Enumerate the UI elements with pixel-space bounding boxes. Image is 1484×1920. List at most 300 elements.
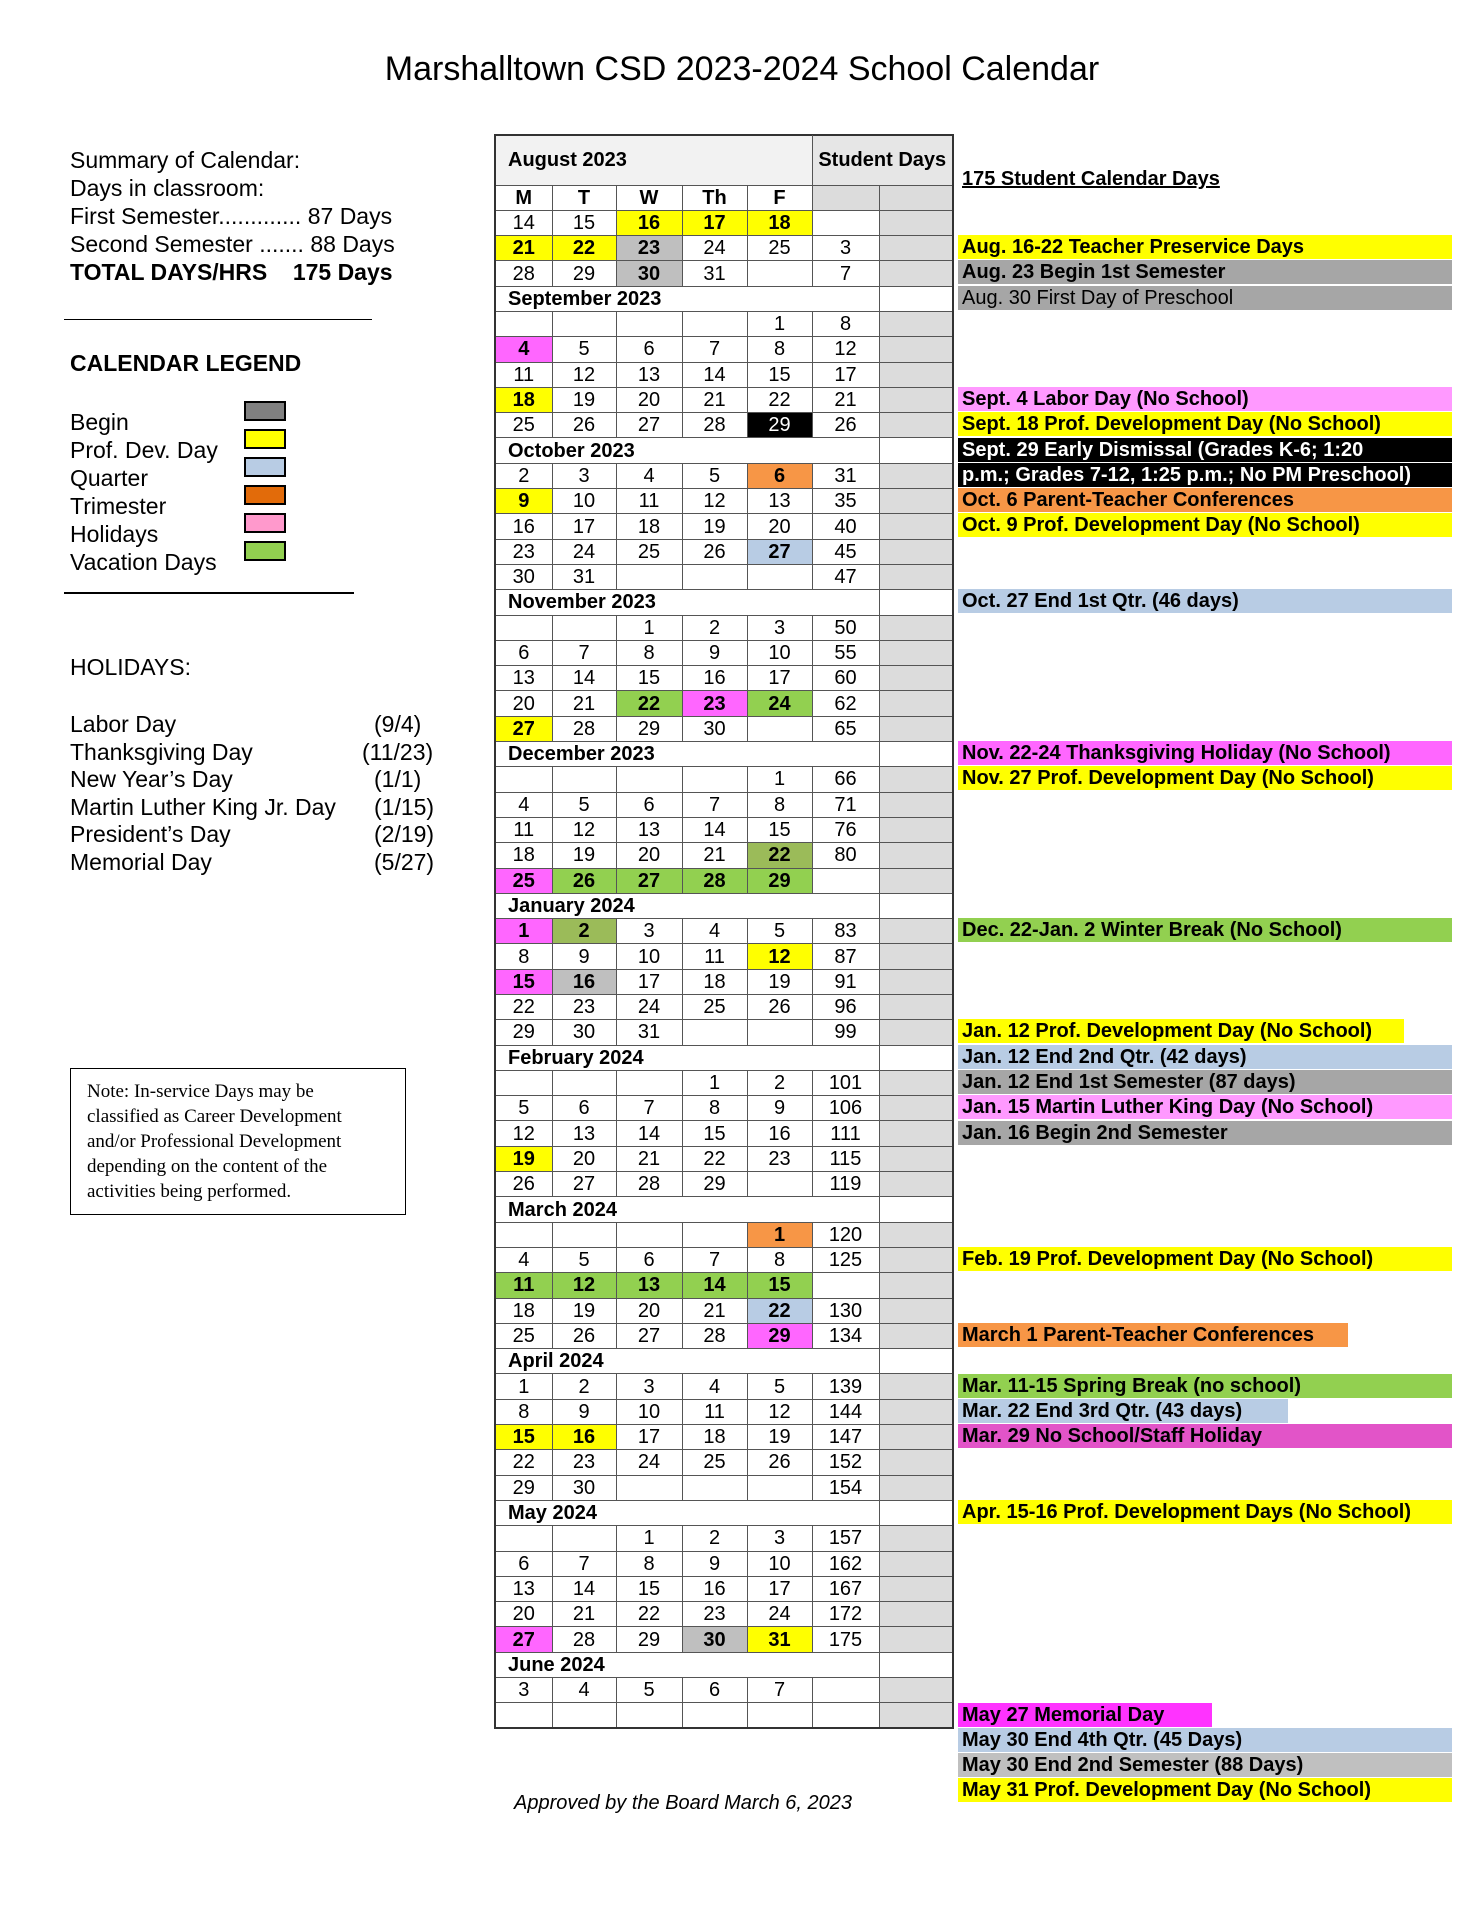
calendar-day-cell: 8: [495, 1399, 552, 1424]
legend-label: Prof. Dev. Day: [70, 437, 218, 463]
student-days-spacer: [812, 185, 879, 210]
calendar-day-cell: 12: [552, 362, 616, 387]
student-days-cell: 119: [812, 1172, 879, 1197]
calendar-day-cell: [747, 1703, 812, 1728]
student-days-spacer: [879, 1273, 953, 1298]
approval-note: Approved by the Board March 6, 2023: [514, 1792, 852, 1814]
calendar-day-cell: 11: [495, 817, 552, 842]
legend-label: Vacation Days: [70, 549, 217, 575]
calendar-day-cell: 5: [747, 1374, 812, 1399]
calendar-day-cell: 24: [747, 691, 812, 716]
student-days-cell: 120: [812, 1222, 879, 1247]
calendar-day-cell: 22: [616, 1602, 682, 1627]
month-label: February 2024: [495, 1045, 879, 1070]
student-days-spacer: [879, 1475, 953, 1500]
calendar-day-cell: 3: [747, 1526, 812, 1551]
holiday-date: (9/4): [374, 711, 422, 737]
calendar-day-cell: 22: [552, 236, 616, 261]
student-days-cell: 65: [812, 716, 879, 741]
calendar-day-cell: [552, 1222, 616, 1247]
calendar-week-row: [495, 210, 953, 235]
calendar-week-row: [495, 817, 953, 842]
calendar-day-cell: 26: [552, 1323, 616, 1348]
summary-first-semester: [70, 202, 392, 230]
student-days-cell: 96: [812, 995, 879, 1020]
calendar-day-cell: 14: [552, 666, 616, 691]
calendar-day-cell: 10: [616, 1399, 682, 1424]
calendar-day-cell: 14: [682, 362, 747, 387]
calendar-day-cell: 15: [616, 1576, 682, 1601]
calendar-day-cell: 6: [495, 640, 552, 665]
student-days-spacer: [879, 489, 953, 514]
calendar-day-cell: [616, 1703, 682, 1728]
holiday-name: Memorial Day: [70, 848, 212, 875]
calendar-day-cell: 12: [552, 817, 616, 842]
calendar-day-cell: [552, 615, 616, 640]
calendar-day-cell: [495, 615, 552, 640]
calendar-day-cell: 3: [552, 463, 616, 488]
calendar-event: Oct. 6 Parent-Teacher Conferences: [958, 488, 1452, 512]
calendar-day-cell: 22: [747, 843, 812, 868]
student-days-spacer: [879, 1323, 953, 1348]
holidays-title: HOLIDAYS:: [70, 654, 191, 680]
calendar-day-cell: 27: [495, 1627, 552, 1652]
student-days-spacer: [879, 1526, 953, 1551]
first-semester-label: First Semester.............: [70, 203, 302, 229]
student-days-cell: 162: [812, 1551, 879, 1576]
month-label: May 2024: [495, 1500, 879, 1525]
calendar-day-cell: 4: [495, 792, 552, 817]
holiday-name: Thanksgiving Day: [70, 738, 253, 765]
calendar-week-row: [495, 1273, 953, 1298]
month-row-spacer: [879, 590, 953, 615]
student-days-cell: 76: [812, 817, 879, 842]
calendar-day-cell: [552, 767, 616, 792]
calendar-day-cell: 6: [616, 337, 682, 362]
calendar-week-row: [495, 691, 953, 716]
calendar-day-cell: 16: [682, 1576, 747, 1601]
calendar-event: Mar. 11-15 Spring Break (no school): [958, 1374, 1452, 1398]
calendar-event: May 31 Prof. Development Day (No School): [958, 1778, 1452, 1802]
calendar-day-cell: 23: [682, 1602, 747, 1627]
calendar-day-cell: 15: [495, 969, 552, 994]
calendar-week-row: [495, 1526, 953, 1551]
student-days-spacer: [879, 1222, 953, 1247]
legend-label: Holidays: [70, 521, 159, 547]
calendar-week-row: [495, 514, 953, 539]
calendar-day-cell: 19: [747, 969, 812, 994]
calendar-week-row: [495, 286, 953, 311]
legend-swatch: [244, 513, 286, 533]
holiday-name: Labor Day: [70, 711, 177, 737]
calendar-day-cell: 6: [682, 1678, 747, 1703]
calendar-day-cell: 5: [747, 919, 812, 944]
calendar-day-cell: 31: [552, 564, 616, 589]
calendar-event: Oct. 27 End 1st Qtr. (46 days): [958, 589, 1452, 613]
calendar-day-cell: 18: [747, 210, 812, 235]
calendar-day-cell: 27: [616, 413, 682, 438]
calendar-day-cell: 30: [552, 1020, 616, 1045]
calendar-day-cell: 28: [552, 1627, 616, 1652]
student-days-cell: 101: [812, 1070, 879, 1095]
calendar-day-cell: 1: [616, 1526, 682, 1551]
calendar-day-cell: 9: [552, 944, 616, 969]
calendar-event: Jan. 12 Prof. Development Day (No School): [958, 1019, 1404, 1043]
calendar-day-cell: 8: [495, 944, 552, 969]
calendar-day-cell: 30: [682, 716, 747, 741]
calendar-day-cell: 26: [495, 1172, 552, 1197]
divider-2: [64, 592, 354, 594]
weekday-label: T: [552, 185, 616, 210]
calendar-day-cell: 12: [682, 489, 747, 514]
calendar-day-cell: 3: [616, 919, 682, 944]
student-days-cell: 91: [812, 969, 879, 994]
calendar-day-cell: 11: [495, 1273, 552, 1298]
second-semester-label: Second Semester .......: [70, 231, 304, 257]
total-value: 175 Days: [292, 259, 393, 285]
calendar-day-cell: [616, 1070, 682, 1095]
calendar-day-cell: 3: [495, 1678, 552, 1703]
calendar-table: [494, 134, 954, 1729]
student-days-spacer: [879, 767, 953, 792]
calendar-day-cell: 30: [495, 564, 552, 589]
calendar-week-row: [495, 413, 953, 438]
student-days-cell: [812, 868, 879, 893]
student-days-cell: 66: [812, 767, 879, 792]
student-days-spacer: [879, 615, 953, 640]
calendar-day-cell: 20: [747, 514, 812, 539]
second-semester-value: 88 Days: [310, 231, 395, 257]
summary-total: [70, 258, 393, 286]
calendar-day-cell: 7: [552, 640, 616, 665]
calendar-day-cell: 7: [747, 1678, 812, 1703]
month-label: January 2024: [495, 893, 879, 918]
calendar-day-cell: 18: [682, 969, 747, 994]
calendar-week-row: [495, 640, 953, 665]
calendar-day-cell: 26: [747, 1450, 812, 1475]
calendar-day-cell: 14: [495, 210, 552, 235]
calendar-day-cell: 8: [747, 337, 812, 362]
student-days-cell: 172: [812, 1602, 879, 1627]
calendar-day-cell: 6: [552, 1096, 616, 1121]
legend-swatch: [244, 485, 286, 505]
calendar-day-cell: 28: [616, 1172, 682, 1197]
calendar-day-cell: 23: [495, 539, 552, 564]
student-days-spacer: [879, 1172, 953, 1197]
calendar-day-cell: 23: [682, 691, 747, 716]
student-days-cell: 71: [812, 792, 879, 817]
student-days-header: Student Days: [812, 135, 953, 185]
calendar-week-row: [495, 666, 953, 691]
calendar-day-cell: 4: [495, 337, 552, 362]
calendar-day-cell: 20: [495, 691, 552, 716]
calendar-day-cell: 27: [552, 1172, 616, 1197]
weekday-row: [495, 185, 953, 210]
calendar-week-row: [495, 1222, 953, 1247]
calendar-event: Jan. 12 End 2nd Qtr. (42 days): [958, 1045, 1452, 1069]
calendar-day-cell: 9: [682, 1551, 747, 1576]
calendar-week-row: [495, 489, 953, 514]
student-days-cell: 83: [812, 919, 879, 944]
calendar-day-cell: 18: [495, 843, 552, 868]
calendar-day-cell: 13: [616, 817, 682, 842]
calendar-day-cell: 12: [747, 944, 812, 969]
month-label: November 2023: [495, 590, 879, 615]
calendar-event: Sept. 18 Prof. Development Day (No School): [958, 412, 1452, 436]
student-days-spacer: [879, 210, 953, 235]
month-row-spacer: [879, 1045, 953, 1070]
calendar-day-cell: 18: [682, 1425, 747, 1450]
student-days-cell: 99: [812, 1020, 879, 1045]
student-days-spacer: [879, 1374, 953, 1399]
month-label: December 2023: [495, 742, 879, 767]
calendar-day-cell: 3: [616, 1374, 682, 1399]
month-label: June 2024: [495, 1652, 879, 1677]
calendar-day-cell: 25: [682, 995, 747, 1020]
calendar-week-row: [495, 261, 953, 286]
calendar-day-cell: 17: [682, 210, 747, 235]
student-days-spacer: [879, 969, 953, 994]
holiday-name: New Year’s Day: [70, 766, 233, 792]
calendar-day-cell: 25: [616, 539, 682, 564]
calendar-day-cell: 21: [682, 387, 747, 412]
calendar-day-cell: 19: [552, 1298, 616, 1323]
calendar-week-row: [495, 969, 953, 994]
calendar-day-cell: 17: [616, 969, 682, 994]
calendar-week-row: [495, 1096, 953, 1121]
student-days-cell: [812, 210, 879, 235]
calendar-day-cell: 1: [747, 1222, 812, 1247]
calendar-day-cell: [682, 767, 747, 792]
calendar-day-cell: 11: [616, 489, 682, 514]
calendar-week-row: [495, 742, 953, 767]
student-days-cell: 154: [812, 1475, 879, 1500]
student-days-cell: 50: [812, 615, 879, 640]
calendar-day-cell: 29: [682, 1172, 747, 1197]
calendar-week-row: [495, 1121, 953, 1146]
holiday-date: (11/23): [362, 738, 434, 765]
calendar-day-cell: 30: [616, 261, 682, 286]
calendar-day-cell: 21: [616, 1146, 682, 1171]
student-days-spacer: [879, 1146, 953, 1171]
calendar-day-cell: 22: [747, 387, 812, 412]
calendar-day-cell: [682, 1222, 747, 1247]
student-days-cell: 21: [812, 387, 879, 412]
summary-heading: Summary of Calendar:: [70, 147, 301, 173]
calendar-day-cell: 25: [747, 236, 812, 261]
calendar-week-row: [495, 463, 953, 488]
legend-label: Begin: [70, 409, 129, 435]
calendar-event: Jan. 12 End 1st Semester (87 days): [958, 1070, 1452, 1094]
student-days-cell: 17: [812, 362, 879, 387]
student-days-spacer: [879, 944, 953, 969]
calendar-day-cell: [495, 311, 552, 336]
calendar-day-cell: 28: [495, 261, 552, 286]
calendar-event: May 27 Memorial Day: [958, 1703, 1212, 1727]
calendar-day-cell: [682, 1703, 747, 1728]
calendar-day-cell: [616, 767, 682, 792]
calendar-day-cell: 4: [552, 1678, 616, 1703]
calendar-day-cell: 5: [616, 1678, 682, 1703]
student-days-spacer: [879, 1450, 953, 1475]
calendar-event: Nov. 22-24 Thanksgiving Holiday (No School): [958, 741, 1452, 765]
student-days-spacer: [879, 691, 953, 716]
calendar-week-row: [495, 919, 953, 944]
calendar-day-cell: [682, 564, 747, 589]
calendar-week-row: [495, 1703, 953, 1728]
calendar-day-cell: [616, 311, 682, 336]
student-days-cell: 152: [812, 1450, 879, 1475]
student-days-cell: 130: [812, 1298, 879, 1323]
calendar-day-cell: [616, 564, 682, 589]
legend-title: CALENDAR LEGEND: [70, 350, 302, 376]
legend-label: Trimester: [70, 493, 167, 519]
calendar-day-cell: 8: [747, 792, 812, 817]
calendar-day-cell: 25: [495, 413, 552, 438]
calendar-day-cell: 9: [552, 1399, 616, 1424]
student-days-cell: 134: [812, 1323, 879, 1348]
calendar-day-cell: 14: [682, 817, 747, 842]
month-label: August 2023: [495, 135, 812, 185]
calendar-week-row: [495, 1602, 953, 1627]
month-row-spacer: [879, 438, 953, 463]
calendar-event: Aug. 30 First Day of Preschool: [958, 286, 1452, 310]
calendar-day-cell: 21: [495, 236, 552, 261]
calendar-day-cell: 18: [495, 387, 552, 412]
student-days-spacer: [879, 1399, 953, 1424]
student-days-cell: 157: [812, 1526, 879, 1551]
student-days-cell: [812, 1703, 879, 1728]
legend-swatch: [244, 457, 286, 477]
calendar-week-row: [495, 716, 953, 741]
calendar-day-cell: 11: [682, 1399, 747, 1424]
student-days-cell: 45: [812, 539, 879, 564]
calendar-day-cell: 30: [682, 1627, 747, 1652]
summary-subheading: Days in classroom:: [70, 175, 265, 201]
calendar-day-cell: 13: [552, 1121, 616, 1146]
calendar-day-cell: 15: [552, 210, 616, 235]
calendar-event: Sept. 29 Early Dismissal (Grades K-6; 1:20: [958, 438, 1452, 462]
student-days-cell: 106: [812, 1096, 879, 1121]
calendar-day-cell: 1: [616, 615, 682, 640]
calendar-day-cell: 27: [747, 539, 812, 564]
calendar-week-row: [495, 1197, 953, 1222]
calendar-day-cell: 31: [747, 1627, 812, 1652]
calendar-week-row: [495, 868, 953, 893]
calendar-day-cell: [747, 716, 812, 741]
calendar-day-cell: 19: [682, 514, 747, 539]
calendar-week-row: [495, 1323, 953, 1348]
holiday-date: (5/27): [374, 848, 435, 875]
calendar-week-row: [495, 1652, 953, 1677]
calendar-week-row: [495, 1475, 953, 1500]
student-days-cell: 35: [812, 489, 879, 514]
calendar-day-cell: 17: [747, 666, 812, 691]
student-days-spacer: [879, 792, 953, 817]
calendar-week-row: [495, 1576, 953, 1601]
student-calendar-days-heading: 175 Student Calendar Days: [962, 168, 1220, 190]
calendar-day-cell: 2: [747, 1070, 812, 1095]
calendar-day-cell: 20: [616, 387, 682, 412]
calendar-week-row: [495, 944, 953, 969]
calendar-day-cell: 21: [682, 843, 747, 868]
calendar-day-cell: 11: [682, 944, 747, 969]
calendar-day-cell: 24: [552, 539, 616, 564]
calendar-day-cell: 18: [495, 1298, 552, 1323]
student-days-cell: 3: [812, 236, 879, 261]
student-days-cell: 60: [812, 666, 879, 691]
calendar-day-cell: 4: [682, 1374, 747, 1399]
calendar-day-cell: 10: [747, 640, 812, 665]
calendar-day-cell: [682, 1475, 747, 1500]
calendar-day-cell: 16: [682, 666, 747, 691]
calendar-day-cell: 20: [495, 1602, 552, 1627]
calendar-event: May 30 End 2nd Semester (88 Days): [958, 1753, 1452, 1777]
student-days-cell: 125: [812, 1247, 879, 1272]
calendar-day-cell: 19: [552, 387, 616, 412]
calendar-day-cell: 29: [616, 1627, 682, 1652]
calendar-day-cell: 14: [682, 1273, 747, 1298]
calendar-week-row: [495, 1425, 953, 1450]
legend-label: Quarter: [70, 465, 148, 491]
student-days-spacer: [879, 817, 953, 842]
calendar-day-cell: 3: [747, 615, 812, 640]
calendar-day-cell: 10: [552, 489, 616, 514]
divider-1: [64, 319, 372, 320]
calendar-day-cell: 29: [552, 261, 616, 286]
calendar-event: Feb. 19 Prof. Development Day (No School): [958, 1247, 1452, 1271]
calendar-day-cell: 22: [495, 995, 552, 1020]
calendar-day-cell: 2: [552, 1374, 616, 1399]
calendar-event: Jan. 16 Begin 2nd Semester: [958, 1121, 1452, 1145]
calendar-day-cell: 23: [552, 1450, 616, 1475]
calendar-day-cell: 29: [747, 413, 812, 438]
calendar-day-cell: 29: [495, 1475, 552, 1500]
student-days-cell: 80: [812, 843, 879, 868]
calendar-day-cell: 7: [552, 1551, 616, 1576]
calendar-event: Nov. 27 Prof. Development Day (No School): [958, 766, 1452, 790]
note-box: Note: In-service Days may be classified as Career Development and/or Professional Development depending on the content of the activities being performed.: [70, 1068, 406, 1215]
student-days-spacer: [879, 514, 953, 539]
weekday-label: F: [747, 185, 812, 210]
calendar-day-cell: 17: [616, 1425, 682, 1450]
student-days-cell: 47: [812, 564, 879, 589]
calendar-week-row: [495, 1020, 953, 1045]
calendar-event: Dec. 22-Jan. 2 Winter Break (No School): [958, 918, 1452, 942]
calendar-day-cell: [495, 1222, 552, 1247]
calendar-day-cell: 27: [495, 716, 552, 741]
calendar-day-cell: 27: [616, 1323, 682, 1348]
calendar-week-row: [495, 1450, 953, 1475]
calendar-day-cell: 19: [495, 1146, 552, 1171]
calendar-day-cell: 20: [616, 843, 682, 868]
calendar-day-cell: 5: [552, 337, 616, 362]
first-semester-value: 87 Days: [307, 203, 393, 229]
calendar-week-row: [495, 893, 953, 918]
calendar-day-cell: 23: [552, 995, 616, 1020]
calendar-day-cell: 8: [682, 1096, 747, 1121]
calendar-day-cell: 31: [616, 1020, 682, 1045]
calendar-day-cell: 11: [495, 362, 552, 387]
calendar-day-cell: [552, 1703, 616, 1728]
calendar-day-cell: [747, 261, 812, 286]
weekday-label: W: [616, 185, 682, 210]
calendar-day-cell: 1: [495, 1374, 552, 1399]
calendar-day-cell: 8: [616, 640, 682, 665]
calendar-day-cell: 7: [682, 337, 747, 362]
student-days-spacer: [879, 1096, 953, 1121]
calendar-week-row: [495, 792, 953, 817]
